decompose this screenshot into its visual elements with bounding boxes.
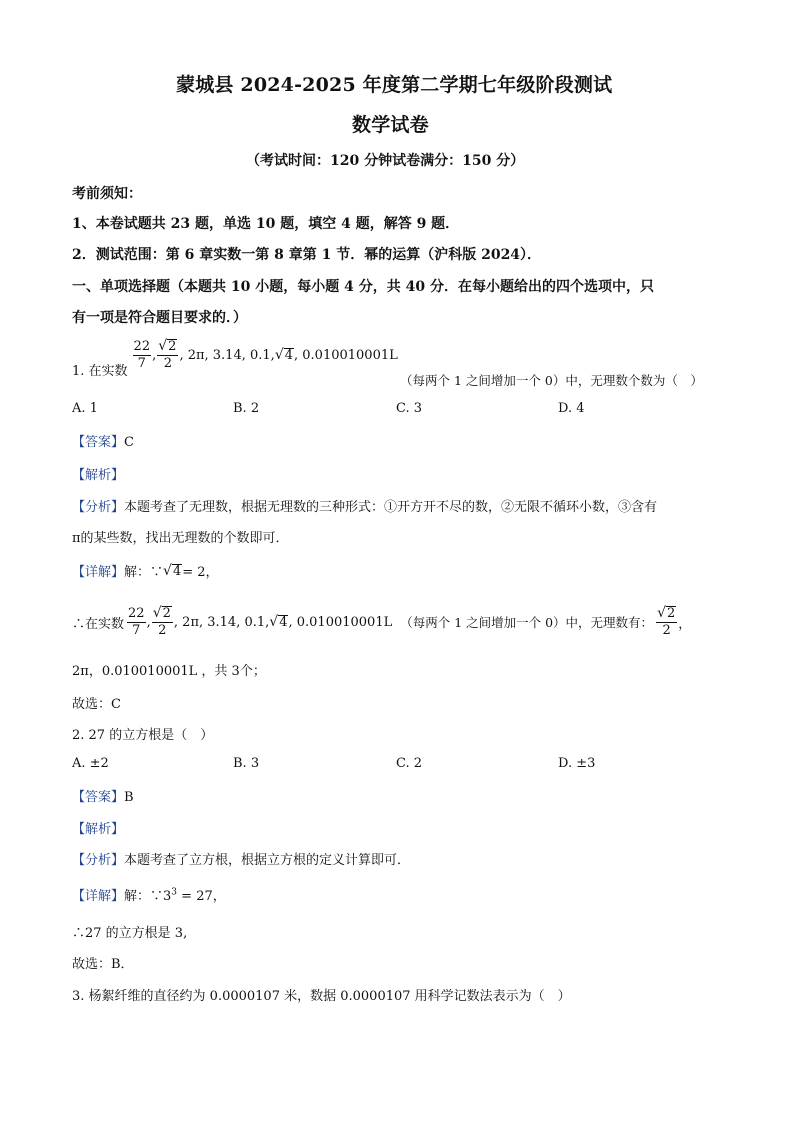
therefore-suffix: （每两个 1 之间增加一个 0）中，无理数有： [400, 615, 654, 630]
q1-fenxi-line2: π的某些数，找出无理数的个数即可． [72, 531, 289, 546]
fraction-numerator: 22 [133, 338, 151, 354]
fraction-denominator: 7 [137, 355, 146, 371]
sqrt-4: √ 4 [163, 562, 182, 579]
math-values: , 2π, 3.14, 0.1, [173, 614, 270, 630]
fraction-numerator: √ 2 [158, 338, 177, 354]
therefore-prefix: ∴在实数 [72, 616, 125, 632]
q1-detail [72, 561, 219, 580]
therefore-math: $\frac{22}{7}$ , √ 2 2 , 2π, 3.14, 0.1, √ 4 , 0.010010001L [128, 605, 393, 638]
q2-choose: 故选：B． [72, 957, 134, 972]
section-heading-line1: 一、单项选择题（本题共 10 小题，每小题 4 分，共 40 分．在每小题给出的四个选项中，只 [72, 279, 654, 295]
q2-option-c: C. 2 [396, 756, 423, 771]
q1-option-d: D. 4 [558, 401, 585, 416]
math-tail: , 0.010010001L [294, 347, 398, 363]
question-1-stem [72, 340, 398, 384]
fraction-sqrt2-over-2 [157, 338, 178, 372]
detail-eq: = 27， [177, 889, 226, 904]
detail-prefix: 解：∵ [124, 565, 164, 580]
fraction-numerator: √ 2 [657, 605, 676, 621]
q1-answer [72, 431, 134, 450]
q1-analysis-label: 【解析】 [72, 468, 125, 483]
answer-value: B [124, 790, 134, 805]
answer-value: C [124, 435, 134, 450]
section-heading-line2: 有一项是符合题目要求的．） [72, 310, 247, 326]
question-1-prefix: 1. 在实数 [72, 363, 128, 379]
q2-fenxi [72, 849, 410, 868]
fraction-denominator: 7 [132, 622, 141, 638]
exam-title: 蒙城县 2024-2025 年度第二学期七年级阶段测试 [176, 74, 613, 96]
notice-item-2: 2．测试范围：第 6 章实数一第 8 章第 1 节．幂的运算（沪科版 2024）． [72, 247, 542, 263]
q2-detail [72, 885, 226, 904]
fraction-numerator: 22 [128, 605, 145, 621]
q2-option-a: A. ±2 [72, 756, 109, 771]
fenxi-text: 本题考查了立方根，根据立方根的定义计算即可． [124, 853, 411, 868]
q1-count-line: 2π，0.010010001L ，共 3个； [72, 664, 266, 679]
q1-option-b: B. 2 [233, 401, 260, 416]
q2-option-b: B. 3 [233, 756, 260, 771]
detail-label: 【详解】 [72, 565, 125, 580]
question-2-stem: 2. 27 的立方根是（ ） [72, 728, 214, 743]
notice-item-1: 1、本卷试题共 23 题，单选 10 题，填空 4 题，解答 9 题． [72, 216, 460, 232]
fraction-denominator: 2 [163, 356, 172, 371]
fraction-denominator: 2 [662, 623, 671, 638]
q2-therefore: ∴27 的立方根是 3, [72, 926, 188, 941]
detail-eq: = 2， [182, 565, 219, 580]
q1-option-a: A. 1 [72, 401, 98, 416]
exponent: 3 [171, 887, 178, 898]
fraction-numerator: √ 2 [152, 605, 171, 621]
question-1-suffix: （每两个 1 之间增加一个 0）中，无理数个数为（ ） [400, 373, 703, 388]
notice-heading: 考前须知： [72, 186, 142, 202]
fraction-sqrt2-over-2 [152, 605, 173, 639]
result-fraction: √ 2 2 ， [657, 605, 692, 638]
detail-label: 【详解】 [72, 889, 125, 904]
fraction-22-7 [127, 606, 146, 639]
fenxi-label: 【分析】 [72, 500, 125, 515]
math-tail: , 0.010010001L [288, 614, 393, 630]
question-3-stem: 3. 杨絮纤维的直径约为 0.0000107 米，数据 0.0000107 用科学记数法表示为（ ） [72, 989, 571, 1004]
fraction-22-7 [133, 339, 152, 372]
fraction-denominator: 2 [158, 623, 167, 638]
q1-fenxi-line1 [72, 496, 657, 515]
answer-label: 【答案】 [72, 790, 125, 805]
exam-meta: （考试时间：120 分钟试卷满分：150 分） [246, 153, 525, 169]
q1-therefore-line [72, 600, 691, 644]
sqrt-4: √ 4 [269, 614, 288, 630]
math-values: , 2π, 3.14, 0.1, [179, 347, 275, 363]
sqrt-4: √ 4 [274, 347, 294, 363]
exam-subject: 数学试卷 [352, 114, 429, 136]
q2-analysis-label: 【解析】 [72, 822, 125, 837]
fraction-sqrt2-over-2 [656, 605, 677, 639]
fenxi-label: 【分析】 [72, 853, 125, 868]
answer-label: 【答案】 [72, 435, 125, 450]
detail-prefix: 解：∵3 [124, 889, 172, 904]
q1-choose: 故选：C [72, 697, 121, 712]
fenxi-text: 本题考查了无理数，根据无理数的三种形式：①开方开不尽的数，②无限不循环小数，③含有 [124, 500, 658, 515]
q2-answer [72, 786, 134, 805]
question-1-math: $\frac{22}{7}$ , √ 2 2 , 2π, 3.14, 0.1, √ 4 , 0.010010001L [133, 338, 398, 371]
q1-option-c: C. 3 [396, 401, 423, 416]
q2-option-d: D. ±3 [558, 756, 596, 771]
